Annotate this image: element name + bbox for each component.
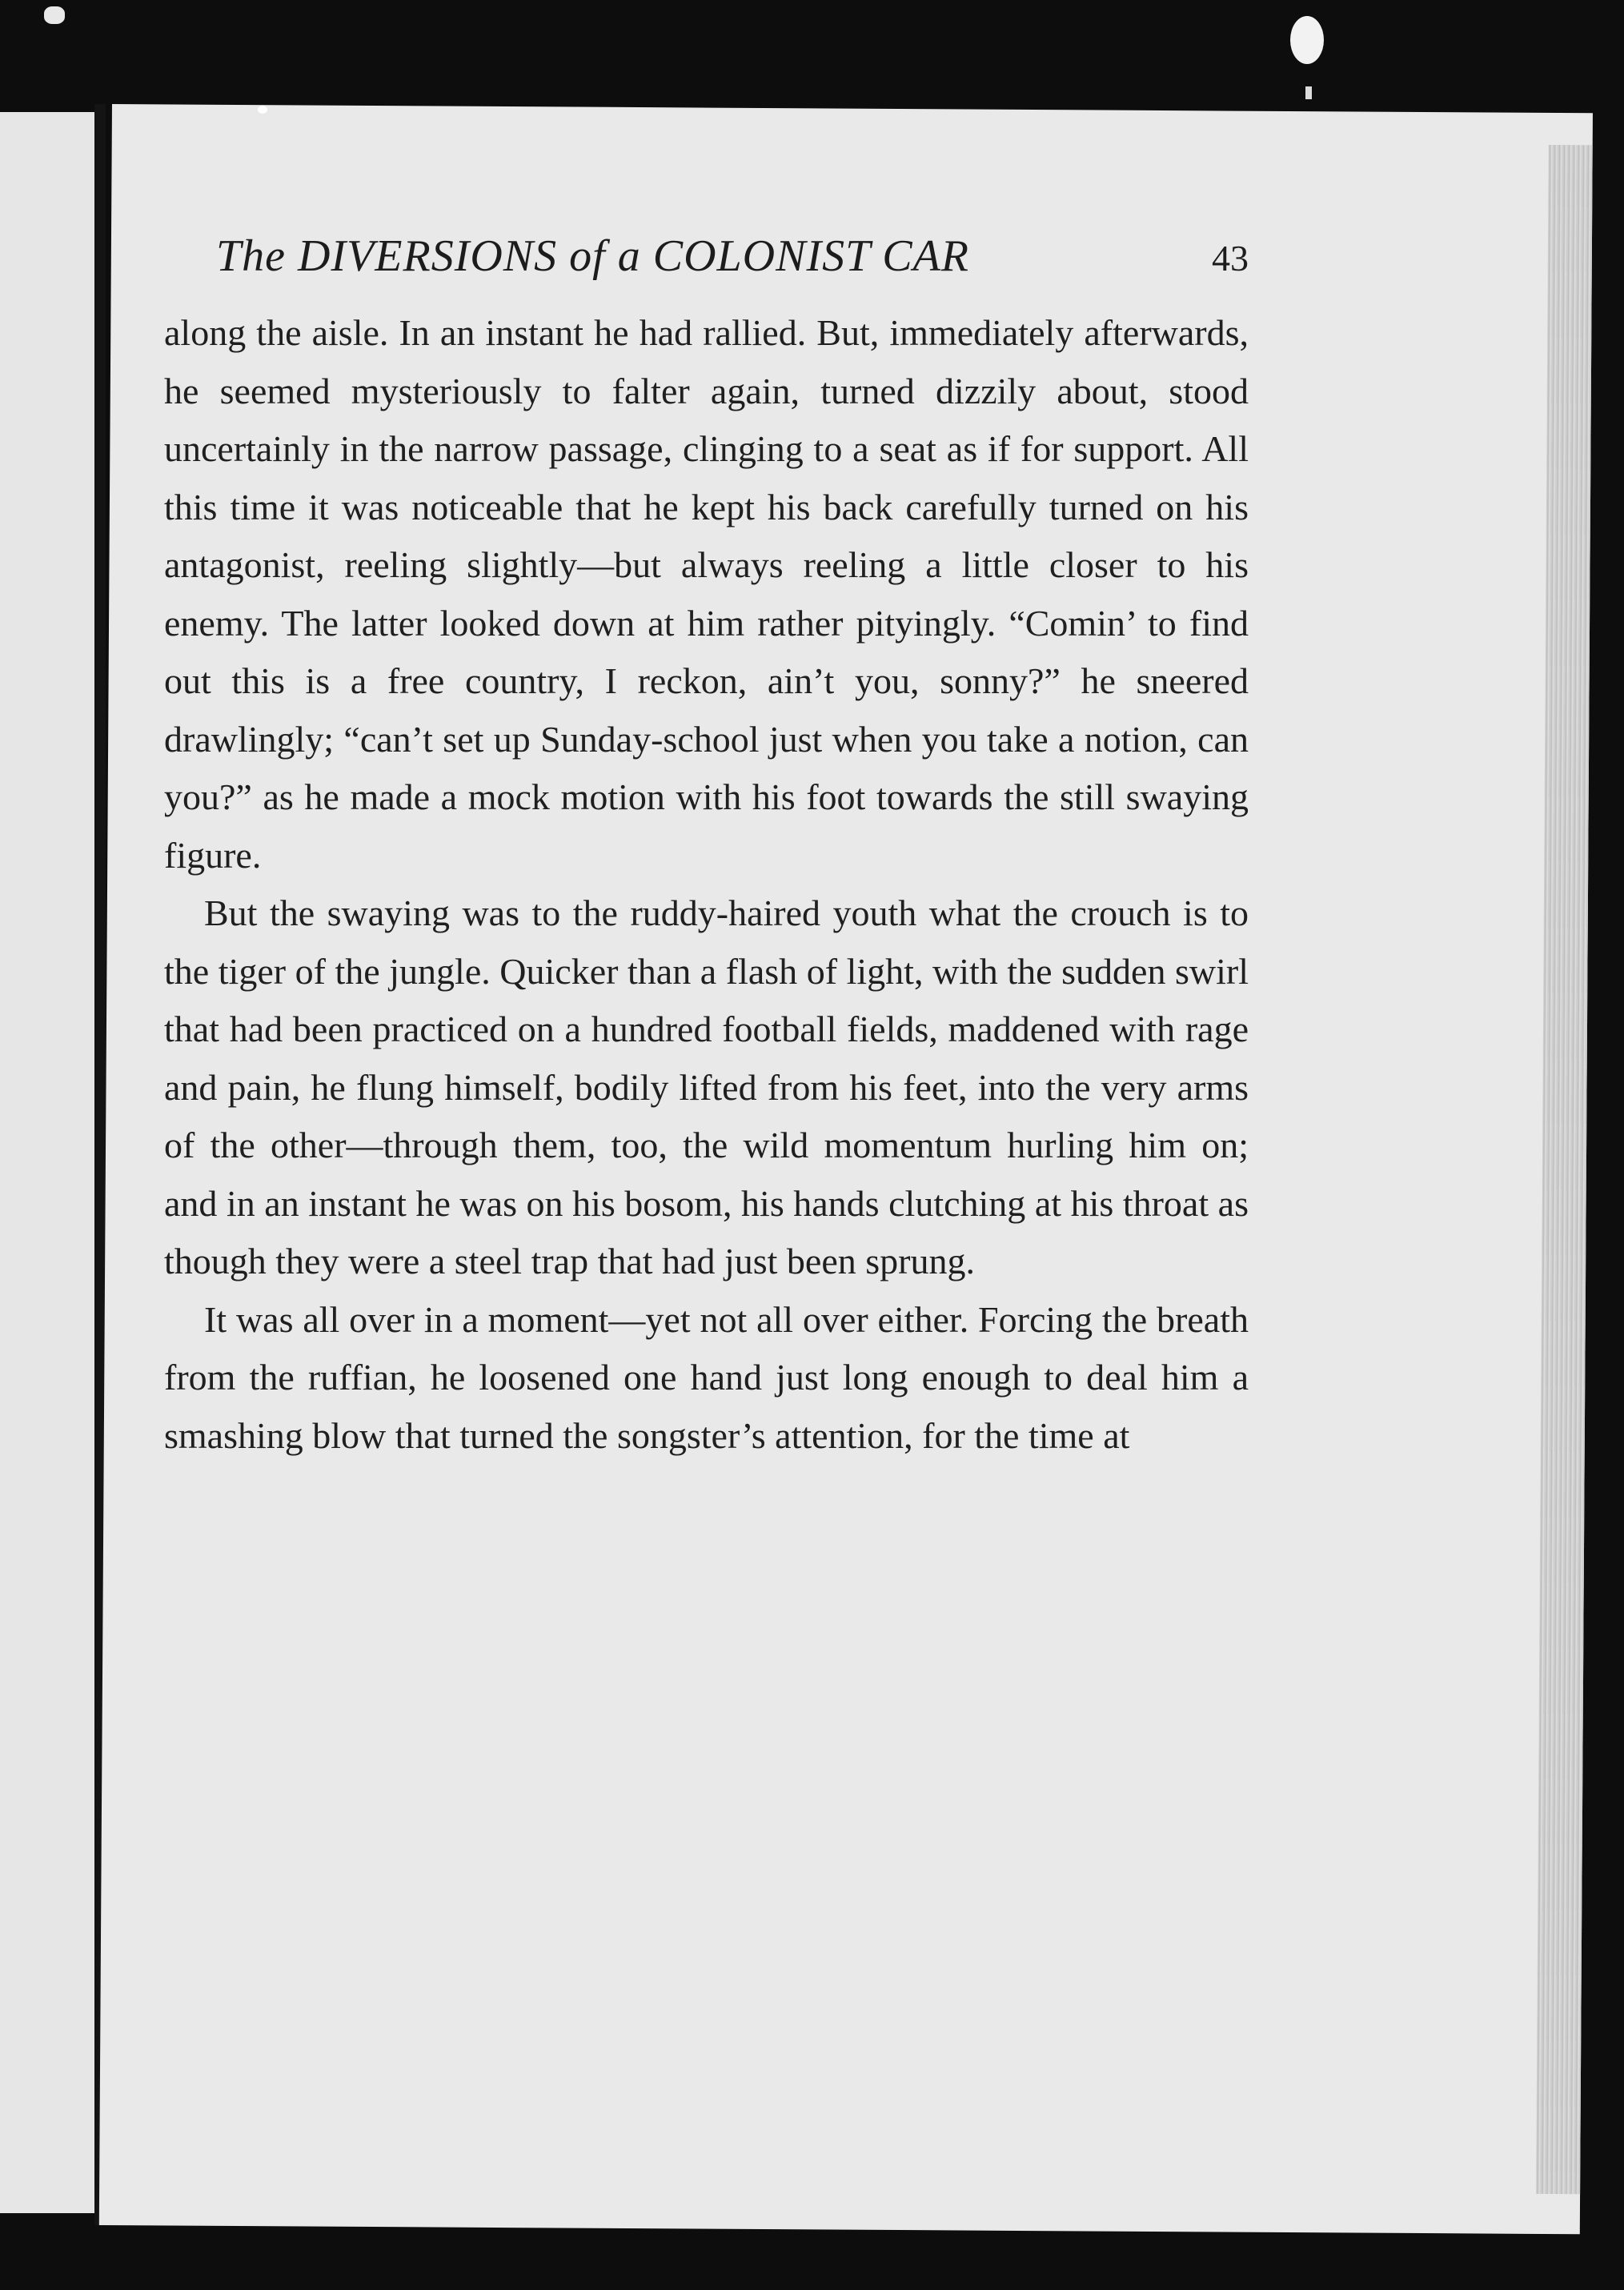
scan-speck [258, 106, 267, 114]
page-stack-edge [1536, 145, 1593, 2194]
paragraph-2: But the swaying was to the ruddy-haired youth what the crouch is to the tiger of the jungle. Quicker than a flash of light, with the sudden swirl that had been practiced on a hundred football fields, maddened with rage and pain, he flung himself, bodily lifted from his feet, into the very arms of the other—through them, too, the wild momentum hurling him on; and in an instant he was on his bosom, his hands clutching at his throat as though they were a steel trap that had just been sprung. [164, 892, 1249, 1281]
running-head [216, 231, 1249, 295]
facing-page-edge [0, 112, 102, 2213]
scan-speck [1305, 86, 1312, 99]
body-text [164, 304, 1249, 1465]
paragraph-3: It was all over in a moment—yet not all over either. Forcing the breath from the ruffian, he loosened one hand just long enough to deal him a smashing blow that turned the songster’s attention, for the time at [164, 1298, 1249, 1456]
page-number: 43 [1212, 238, 1249, 279]
scan-speck [1290, 16, 1324, 64]
paragraph-1: along the aisle. In an instant he had rallied. But, immediately afterwards, he seemed mysteriously to falter again, turned dizzily about, stood uncertainly in the narrow passage, clinging to a seat as if for support. All this time it was noticeable that he kept his back carefully turned on his antagonist, reeling slightly—but always reeling a little closer to his enemy. The latter looked down at him rather pityingly. “Comin’ to find out this is a free country, I reckon, ain’t you, sonny?” he sneered drawlingly; “can’t set up Sunday-school just when you take a notion, can you?” as he made a mock motion with his foot towards the still swaying figure. [164, 312, 1249, 876]
scan-speck [44, 6, 65, 24]
running-title: The DIVERSIONS of a COLONIST CAR [216, 231, 969, 281]
